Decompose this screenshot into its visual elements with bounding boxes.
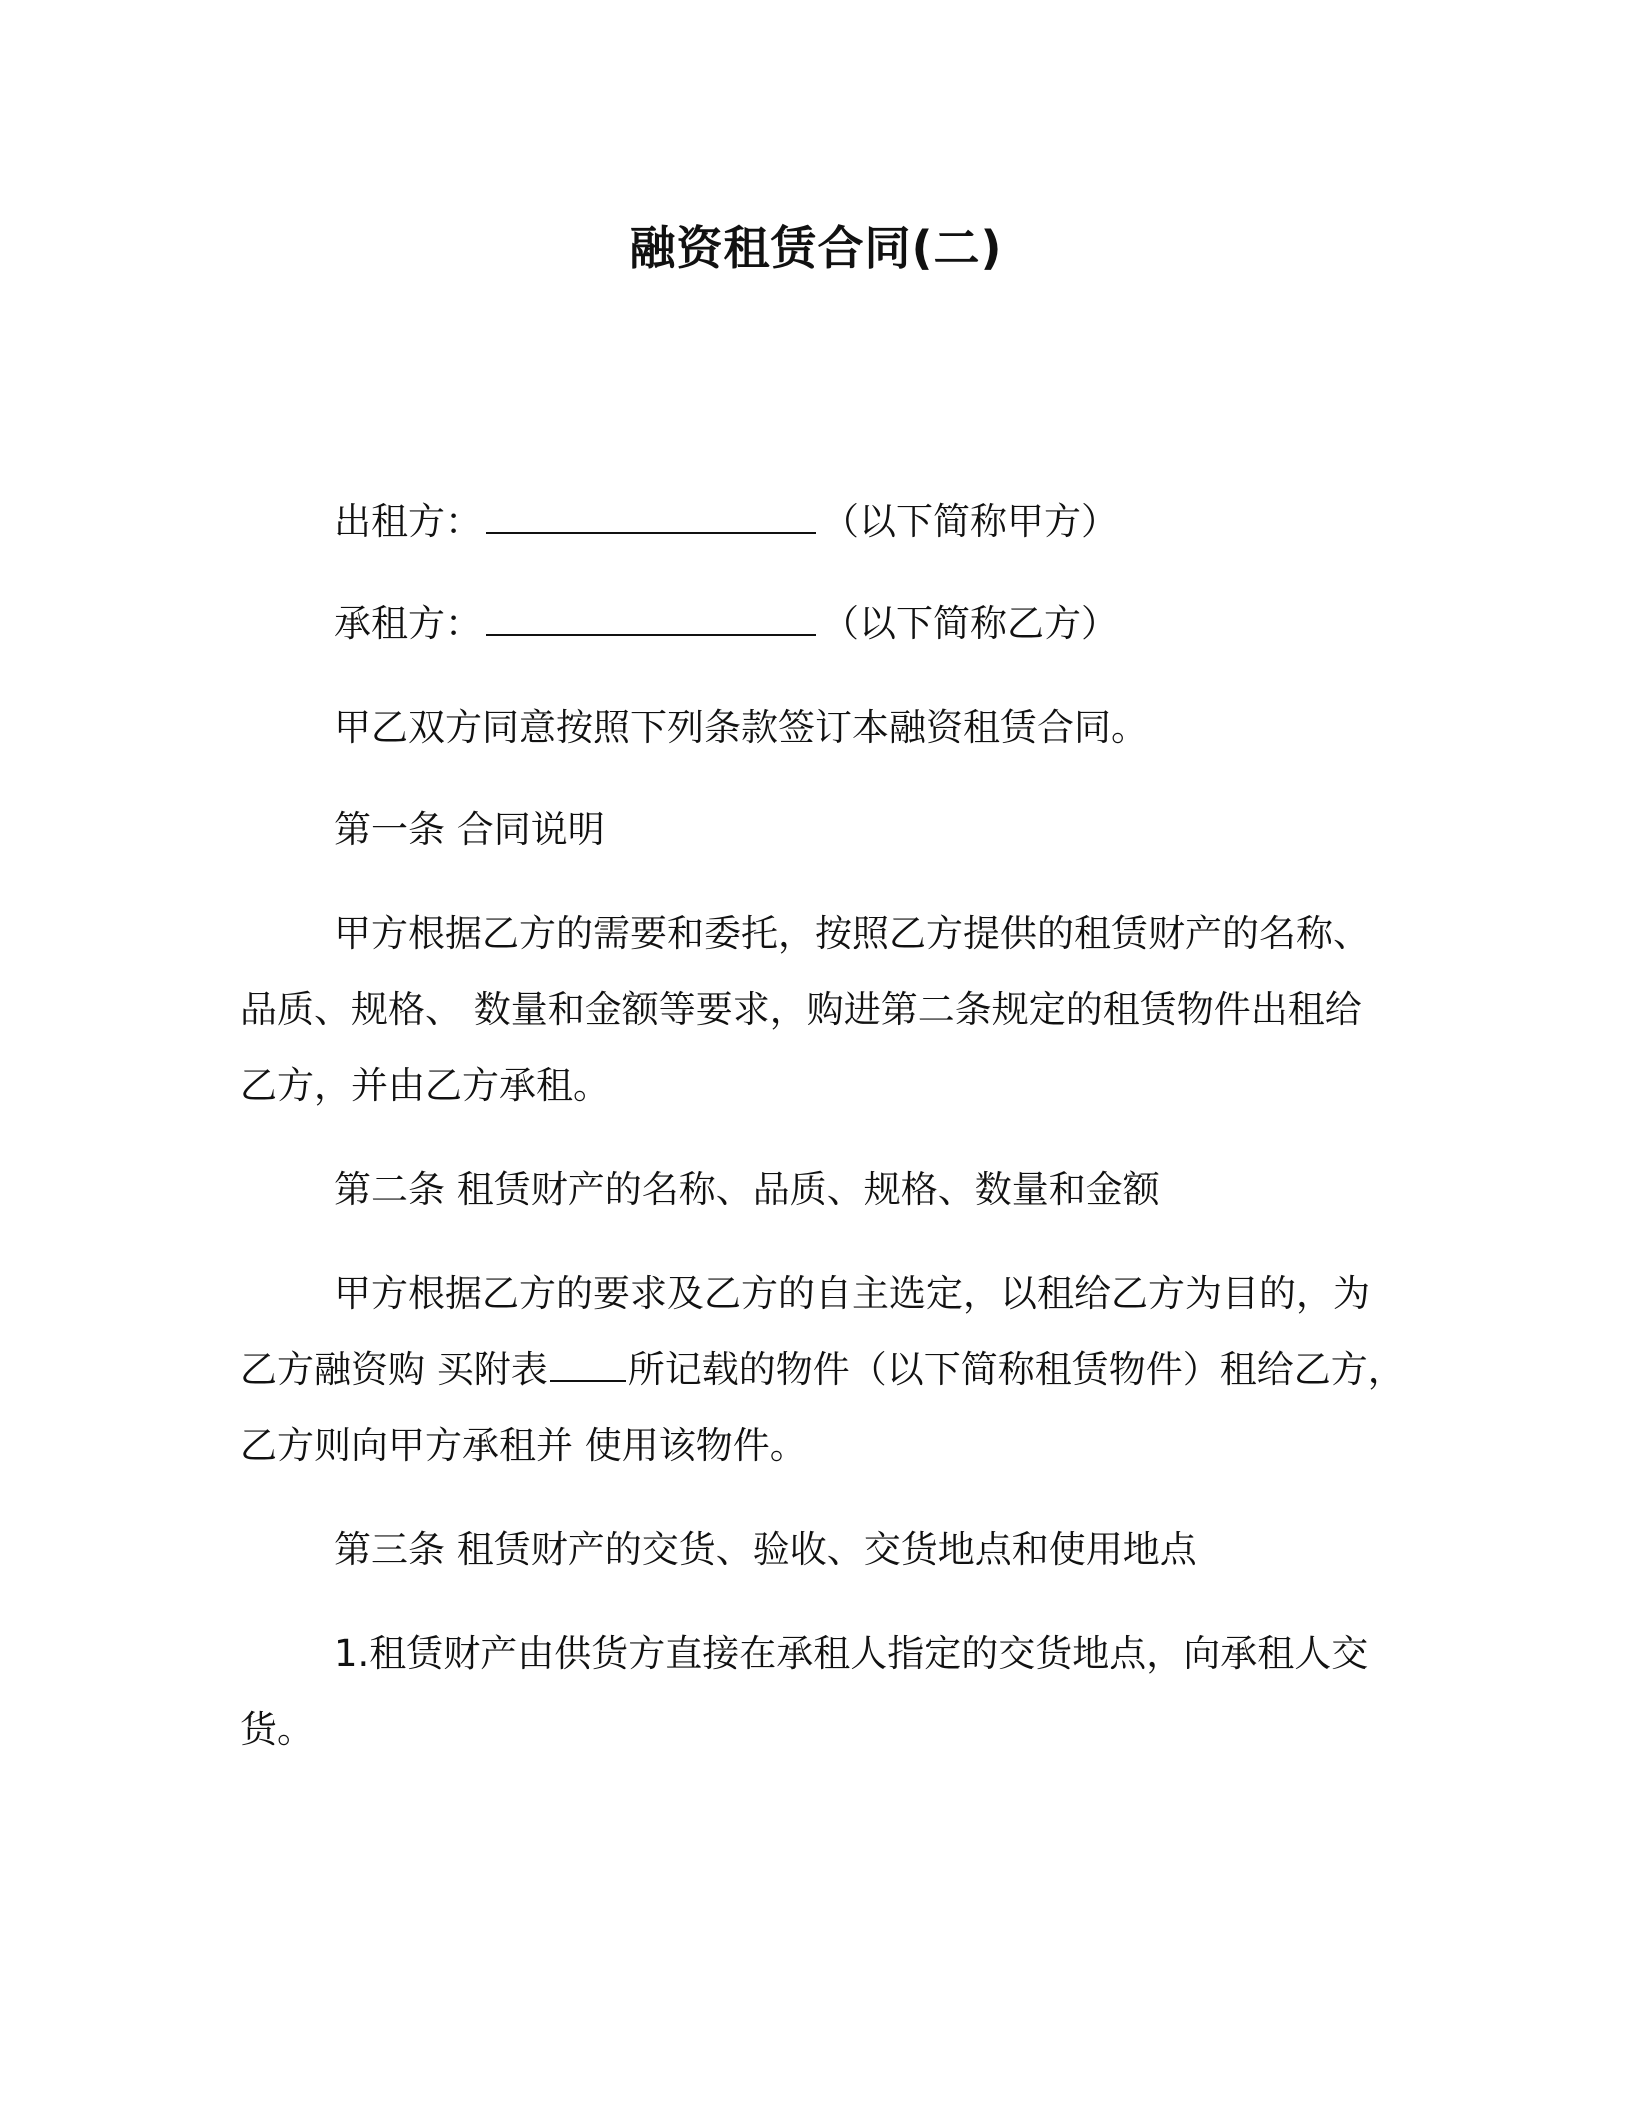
- lessee-suffix: （以下简称乙方）: [822, 602, 1118, 645]
- article2-line2-before: 乙方融资购 买附表: [240, 1348, 548, 1391]
- article1-heading: 第一条 合同说明: [334, 808, 605, 851]
- lessor-suffix: （以下简称甲方）: [822, 500, 1118, 543]
- article2-line3: 乙方则向甲方承租并 使用该物件。: [240, 1424, 807, 1467]
- article3-line1: 1.租赁财产由供货方直接在承租人指定的交货地点，向承租人交: [334, 1632, 1369, 1675]
- lessee-label: 承租方：: [334, 602, 482, 645]
- document-title: 融资租赁合同(二): [629, 221, 1003, 275]
- lessor-blank: [486, 498, 816, 534]
- article1-line3: 乙方，并由乙方承租。: [240, 1064, 610, 1107]
- article1-line1: 甲方根据乙方的需要和委托，按照乙方提供的租赁财产的名称、: [334, 912, 1370, 955]
- lessor-line: [334, 496, 1118, 548]
- lessee-line: [334, 598, 1118, 650]
- article2-line1: 甲方根据乙方的要求及乙方的自主选定，以租给乙方为目的，为: [334, 1272, 1370, 1315]
- article3-line2: 货。: [240, 1708, 314, 1751]
- article2-heading: 第二条 租赁财产的名称、品质、规格、数量和金额: [334, 1168, 1160, 1211]
- article2-line2: [240, 1344, 1405, 1396]
- article3-heading: 第三条 租赁财产的交货、验收、交货地点和使用地点: [334, 1528, 1197, 1571]
- lessor-label: 出租方：: [334, 500, 482, 543]
- article2-line2-after: 所记载的物件（以下简称租赁物件）租给乙方，: [627, 1348, 1405, 1391]
- intro-paragraph: 甲乙双方同意按照下列条款签订本融资租赁合同。: [334, 706, 1148, 749]
- lessee-blank: [486, 600, 816, 636]
- appendix-blank: [550, 1346, 626, 1382]
- article1-line2: 品质、规格、 数量和金额等要求，购进第二条规定的租赁物件出租给: [240, 988, 1362, 1031]
